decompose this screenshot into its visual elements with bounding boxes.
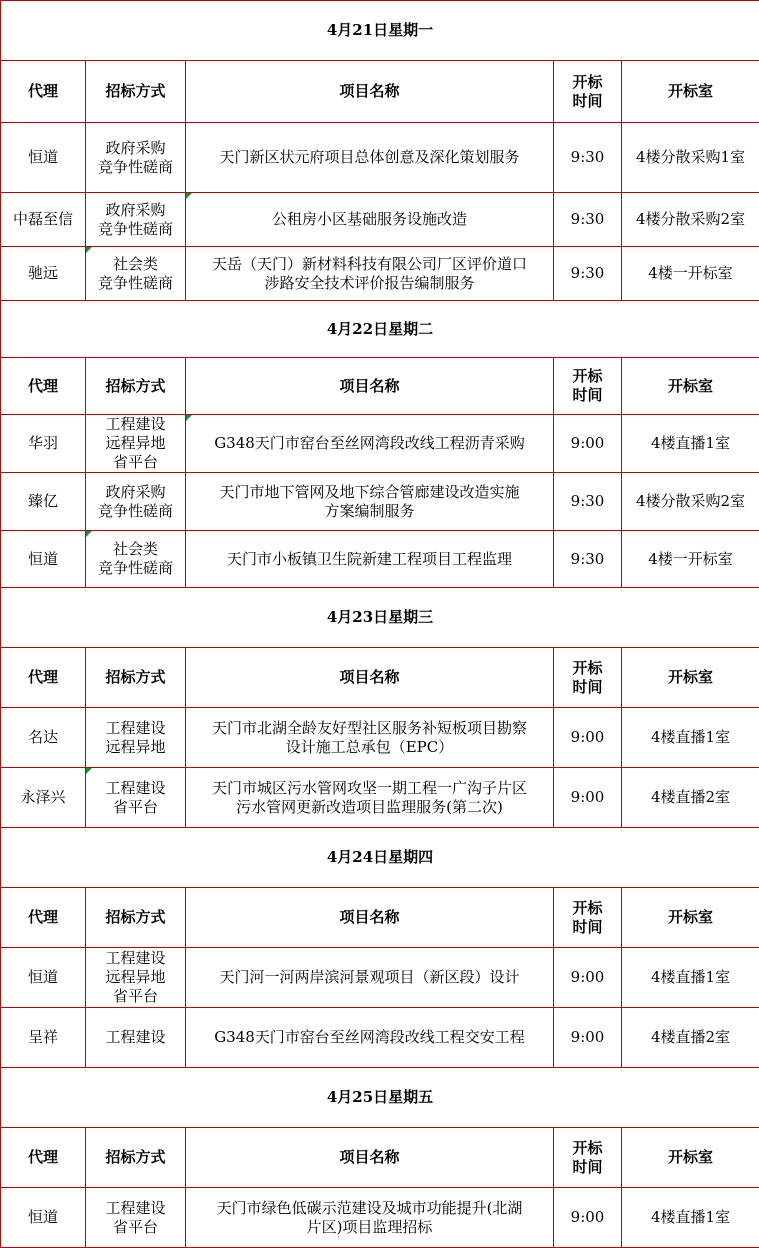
time-cell: 9:00 xyxy=(554,948,622,1008)
agent-cell: 中磊至信 xyxy=(1,193,86,247)
agent-cell: 呈祥 xyxy=(1,1008,86,1068)
day-title: 4月22日星期二 xyxy=(1,301,759,358)
table-row xyxy=(1,1008,759,1068)
header-row xyxy=(1,648,759,708)
schedule-body xyxy=(1,1,759,1248)
project-cell: 天门市北湖全龄友好型社区服务补短板项目勘察 设计施工总承包（EPC） xyxy=(186,708,554,768)
agent-cell: 名达 xyxy=(1,708,86,768)
table-row xyxy=(1,708,759,768)
day-title: 4月23日星期三 xyxy=(1,588,759,648)
room-cell: 4楼直播2室 xyxy=(622,1008,759,1068)
time-cell: 9:30 xyxy=(554,123,622,193)
header-room: 开标室 xyxy=(622,1128,759,1188)
project-cell: 公租房小区基础服务设施改造 xyxy=(186,193,554,247)
header-project: 项目名称 xyxy=(186,61,554,123)
method-cell: 工程建设 xyxy=(86,1008,186,1068)
table-row xyxy=(1,473,759,531)
room-cell: 4楼直播2室 xyxy=(622,768,759,828)
time-cell: 9:00 xyxy=(554,768,622,828)
header-row xyxy=(1,888,759,948)
time-cell: 9:00 xyxy=(554,708,622,768)
table-row xyxy=(1,193,759,247)
header-room: 开标室 xyxy=(622,648,759,708)
header-agent: 代理 xyxy=(1,888,86,948)
header-project: 项目名称 xyxy=(186,648,554,708)
header-project: 项目名称 xyxy=(186,358,554,415)
time-cell: 9:30 xyxy=(554,193,622,247)
time-cell: 9:00 xyxy=(554,1188,622,1248)
time-cell: 9:30 xyxy=(554,247,622,301)
day-row xyxy=(1,588,759,648)
header-method: 招标方式 xyxy=(86,1128,186,1188)
room-cell: 4楼直播1室 xyxy=(622,1188,759,1248)
header-room: 开标室 xyxy=(622,61,759,123)
agent-cell: 恒道 xyxy=(1,948,86,1008)
header-row xyxy=(1,61,759,123)
project-cell: 天岳（天门）新材料科技有限公司厂区评价道口 涉路安全技术评价报告编制服务 xyxy=(186,247,554,301)
day-row xyxy=(1,1,759,61)
method-cell: 社会类 竞争性磋商 xyxy=(86,531,186,588)
method-cell: 政府采购 竞争性磋商 xyxy=(86,473,186,531)
header-method: 招标方式 xyxy=(86,358,186,415)
table-row xyxy=(1,1188,759,1248)
header-method: 招标方式 xyxy=(86,648,186,708)
table-row xyxy=(1,247,759,301)
table-row xyxy=(1,123,759,193)
agent-cell: 永泽兴 xyxy=(1,768,86,828)
header-room: 开标室 xyxy=(622,888,759,948)
header-time: 开标 时间 xyxy=(554,888,622,948)
method-cell: 工程建设 省平台 xyxy=(86,1188,186,1248)
method-cell: 社会类 竞争性磋商 xyxy=(86,247,186,301)
header-method: 招标方式 xyxy=(86,61,186,123)
header-agent: 代理 xyxy=(1,61,86,123)
day-title: 4月25日星期五 xyxy=(1,1068,759,1128)
table-row xyxy=(1,415,759,473)
header-room: 开标室 xyxy=(622,358,759,415)
agent-cell: 驰远 xyxy=(1,247,86,301)
room-cell: 4楼直播1室 xyxy=(622,948,759,1008)
header-time: 开标 时间 xyxy=(554,61,622,123)
header-method: 招标方式 xyxy=(86,888,186,948)
project-cell: 天门市小板镇卫生院新建工程项目工程监理 xyxy=(186,531,554,588)
room-cell: 4楼直播1室 xyxy=(622,415,759,473)
agent-cell: 华羽 xyxy=(1,415,86,473)
header-row xyxy=(1,1128,759,1188)
project-cell: 天门河一河两岸滨河景观项目（新区段）设计 xyxy=(186,948,554,1008)
time-cell: 9:30 xyxy=(554,531,622,588)
header-time: 开标 时间 xyxy=(554,648,622,708)
room-cell: 4楼直播1室 xyxy=(622,708,759,768)
project-cell: G348天门市窑台至丝网湾段改线工程交安工程 xyxy=(186,1008,554,1068)
day-row xyxy=(1,828,759,888)
agent-cell: 恒道 xyxy=(1,531,86,588)
method-cell: 工程建设 远程异地 省平台 xyxy=(86,948,186,1008)
header-project: 项目名称 xyxy=(186,888,554,948)
agent-cell: 臻亿 xyxy=(1,473,86,531)
method-cell: 工程建设 远程异地 省平台 xyxy=(86,415,186,473)
project-cell: 天门市绿色低碳示范建设及城市功能提升(北湖 片区)项目监理招标 xyxy=(186,1188,554,1248)
day-title: 4月24日星期四 xyxy=(1,828,759,888)
project-cell: G348天门市窑台至丝网湾段改线工程沥青采购 xyxy=(186,415,554,473)
time-cell: 9:00 xyxy=(554,1008,622,1068)
header-row xyxy=(1,358,759,415)
table-row xyxy=(1,948,759,1008)
header-agent: 代理 xyxy=(1,648,86,708)
time-cell: 9:00 xyxy=(554,415,622,473)
method-cell: 工程建设 远程异地 xyxy=(86,708,186,768)
agent-cell: 恒道 xyxy=(1,1188,86,1248)
room-cell: 4楼分散采购2室 xyxy=(622,193,759,247)
header-time: 开标 时间 xyxy=(554,1128,622,1188)
header-time: 开标 时间 xyxy=(554,358,622,415)
header-project: 项目名称 xyxy=(186,1128,554,1188)
agent-cell: 恒道 xyxy=(1,123,86,193)
room-cell: 4楼一开标室 xyxy=(622,247,759,301)
day-title: 4月21日星期一 xyxy=(1,1,759,61)
header-agent: 代理 xyxy=(1,1128,86,1188)
project-cell: 天门市地下管网及地下综合管廊建设改造实施 方案编制服务 xyxy=(186,473,554,531)
header-agent: 代理 xyxy=(1,358,86,415)
room-cell: 4楼分散采购2室 xyxy=(622,473,759,531)
room-cell: 4楼分散采购1室 xyxy=(622,123,759,193)
time-cell: 9:30 xyxy=(554,473,622,531)
day-row xyxy=(1,301,759,358)
method-cell: 政府采购 竞争性磋商 xyxy=(86,123,186,193)
project-cell: 天门市城区污水管网攻坚一期工程一广沟子片区 污水管网更新改造项目监理服务(第二次) xyxy=(186,768,554,828)
method-cell: 工程建设 省平台 xyxy=(86,768,186,828)
project-cell: 天门新区状元府项目总体创意及深化策划服务 xyxy=(186,123,554,193)
day-row xyxy=(1,1068,759,1128)
table-row xyxy=(1,531,759,588)
table-row xyxy=(1,768,759,828)
method-cell: 政府采购 竞争性磋商 xyxy=(86,193,186,247)
room-cell: 4楼一开标室 xyxy=(622,531,759,588)
